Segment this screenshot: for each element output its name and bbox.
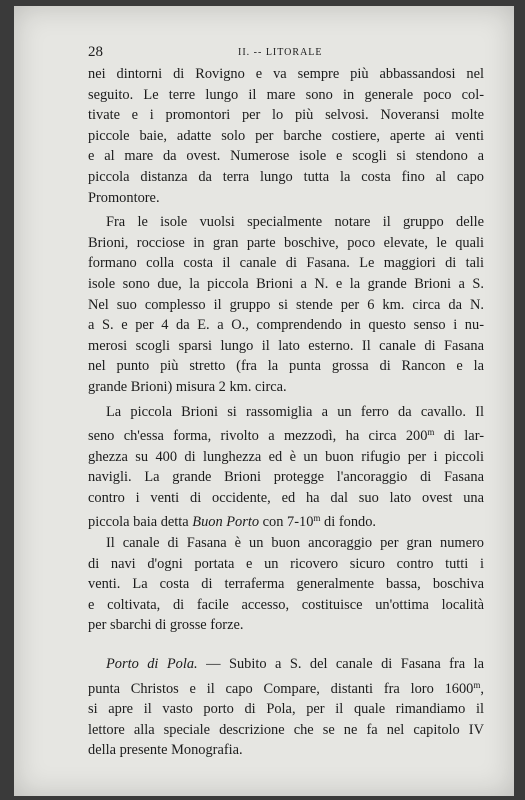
text-line: Fra le isole vuolsi specialmente notare il gruppo delle: [106, 214, 484, 231]
page-header: [88, 44, 484, 64]
text-line: nei dintorni di Rovigno e va sempre più abbassandosi nel: [88, 66, 484, 82]
text-segment: — Subito a S. del canale di Fasana fra la: [197, 656, 484, 673]
superscript: m: [427, 427, 435, 438]
text-segment: di lar-: [434, 428, 484, 445]
superscript: m: [473, 679, 481, 690]
text-line: contro i venti di occidente, ed ha dal suo lato ovest una: [88, 489, 484, 506]
text-line: seguito. Le terre lungo il mare sono in generale poco col-: [88, 86, 484, 103]
text-segment: con 7-10: [259, 514, 314, 531]
text-line: nel punto più stretto (fra la punta grossa di Rancon e la: [88, 358, 484, 375]
text-line: formano colla costa il canale di Fasana. Le maggiori di tali: [88, 255, 484, 272]
text-line: Nel suo complesso il gruppo si stende per 6 km. circa da N.: [88, 296, 484, 313]
text-line: e al mare da ovest. Numerose isole e scogli si stendono a: [88, 148, 484, 165]
text-line: navigli. La grande Brioni protegge l'ancoraggio di Fasana: [88, 469, 484, 486]
text-line: venti. La costa di terraferma generalmente bassa, boschiva: [88, 576, 484, 593]
text-segment: seno ch'essa forma, rivolto a mezzodì, ha circa 200: [88, 428, 428, 445]
text-line: La piccola Brioni si rassomiglia a un ferro da cavallo. Il: [106, 403, 484, 420]
paragraph-1: [88, 64, 484, 208]
text-line: [88, 422, 484, 447]
text-segment: piccola baia detta: [88, 514, 189, 531]
text-line: tivate e i promontori per lo più selvosi. Noveransi molte: [88, 107, 484, 124]
paragraph-2: [88, 212, 484, 397]
text-line: e coltivata, di facile accesso, costituisce un'ottima località: [88, 596, 484, 613]
text-line: [88, 508, 484, 533]
text-line: piccole baie, adatte solo per barche costiere, aperte ai venti: [88, 127, 484, 144]
text-line: a S. e per 4 da E. a O., comprendendo in questo senso i nu-: [88, 317, 484, 334]
superscript: m: [313, 513, 321, 524]
section-title: Porto di Pola.: [106, 656, 198, 673]
running-title: II. -- LITORALE: [238, 47, 323, 58]
text-segment: ,: [480, 680, 484, 697]
text-segment: di fondo.: [320, 514, 376, 531]
text-line: della presente Monografia.: [88, 742, 243, 759]
italic-place-name: Buon Porto: [192, 514, 260, 531]
text-line: grande Brioni) misura 2 km. circa.: [88, 378, 287, 395]
text-segment: punta Christos e il capo Compare, distanti fra loro 1600: [88, 680, 474, 697]
text-line: ghezza su 400 di lunghezza ed è un buon rifugio per i piccoli: [88, 448, 484, 465]
text-line: Promontore.: [88, 189, 160, 206]
text-line: isole sono due, la piccola Brioni a N. e la grande Brioni a S.: [88, 275, 484, 292]
text-line: si apre il vasto porto di Pola, per il quale rimandiamo il: [88, 701, 484, 718]
paragraph-5: [88, 654, 484, 761]
text-line: Il canale di Fasana è un buon ancoraggio per gran numero: [106, 535, 484, 552]
text-line: per sbarchi di grosse forze.: [88, 617, 244, 634]
body-text: [88, 64, 484, 761]
text-line: merosi scogli sparsi lungo il lato esterno. Il canale di Fasana: [88, 337, 484, 354]
text-line: lettore alla speciale descrizione che se ne fa nel capitolo IV: [88, 721, 484, 738]
page-number: 28: [88, 44, 103, 60]
text-line: Brioni, rocciose in gran parte boschive, poco elevate, le quali: [88, 234, 484, 251]
text-line: di navi d'ogni portata e un ricovero sicuro contro tutti i: [88, 555, 484, 572]
text-line: piccola distanza da terra lungo tutta la costa fino al capo: [88, 168, 484, 185]
paragraph-4: [88, 533, 484, 636]
text-line: [88, 654, 484, 675]
text-line: [88, 675, 484, 700]
book-page: [14, 6, 514, 796]
paragraph-3: [88, 402, 484, 534]
